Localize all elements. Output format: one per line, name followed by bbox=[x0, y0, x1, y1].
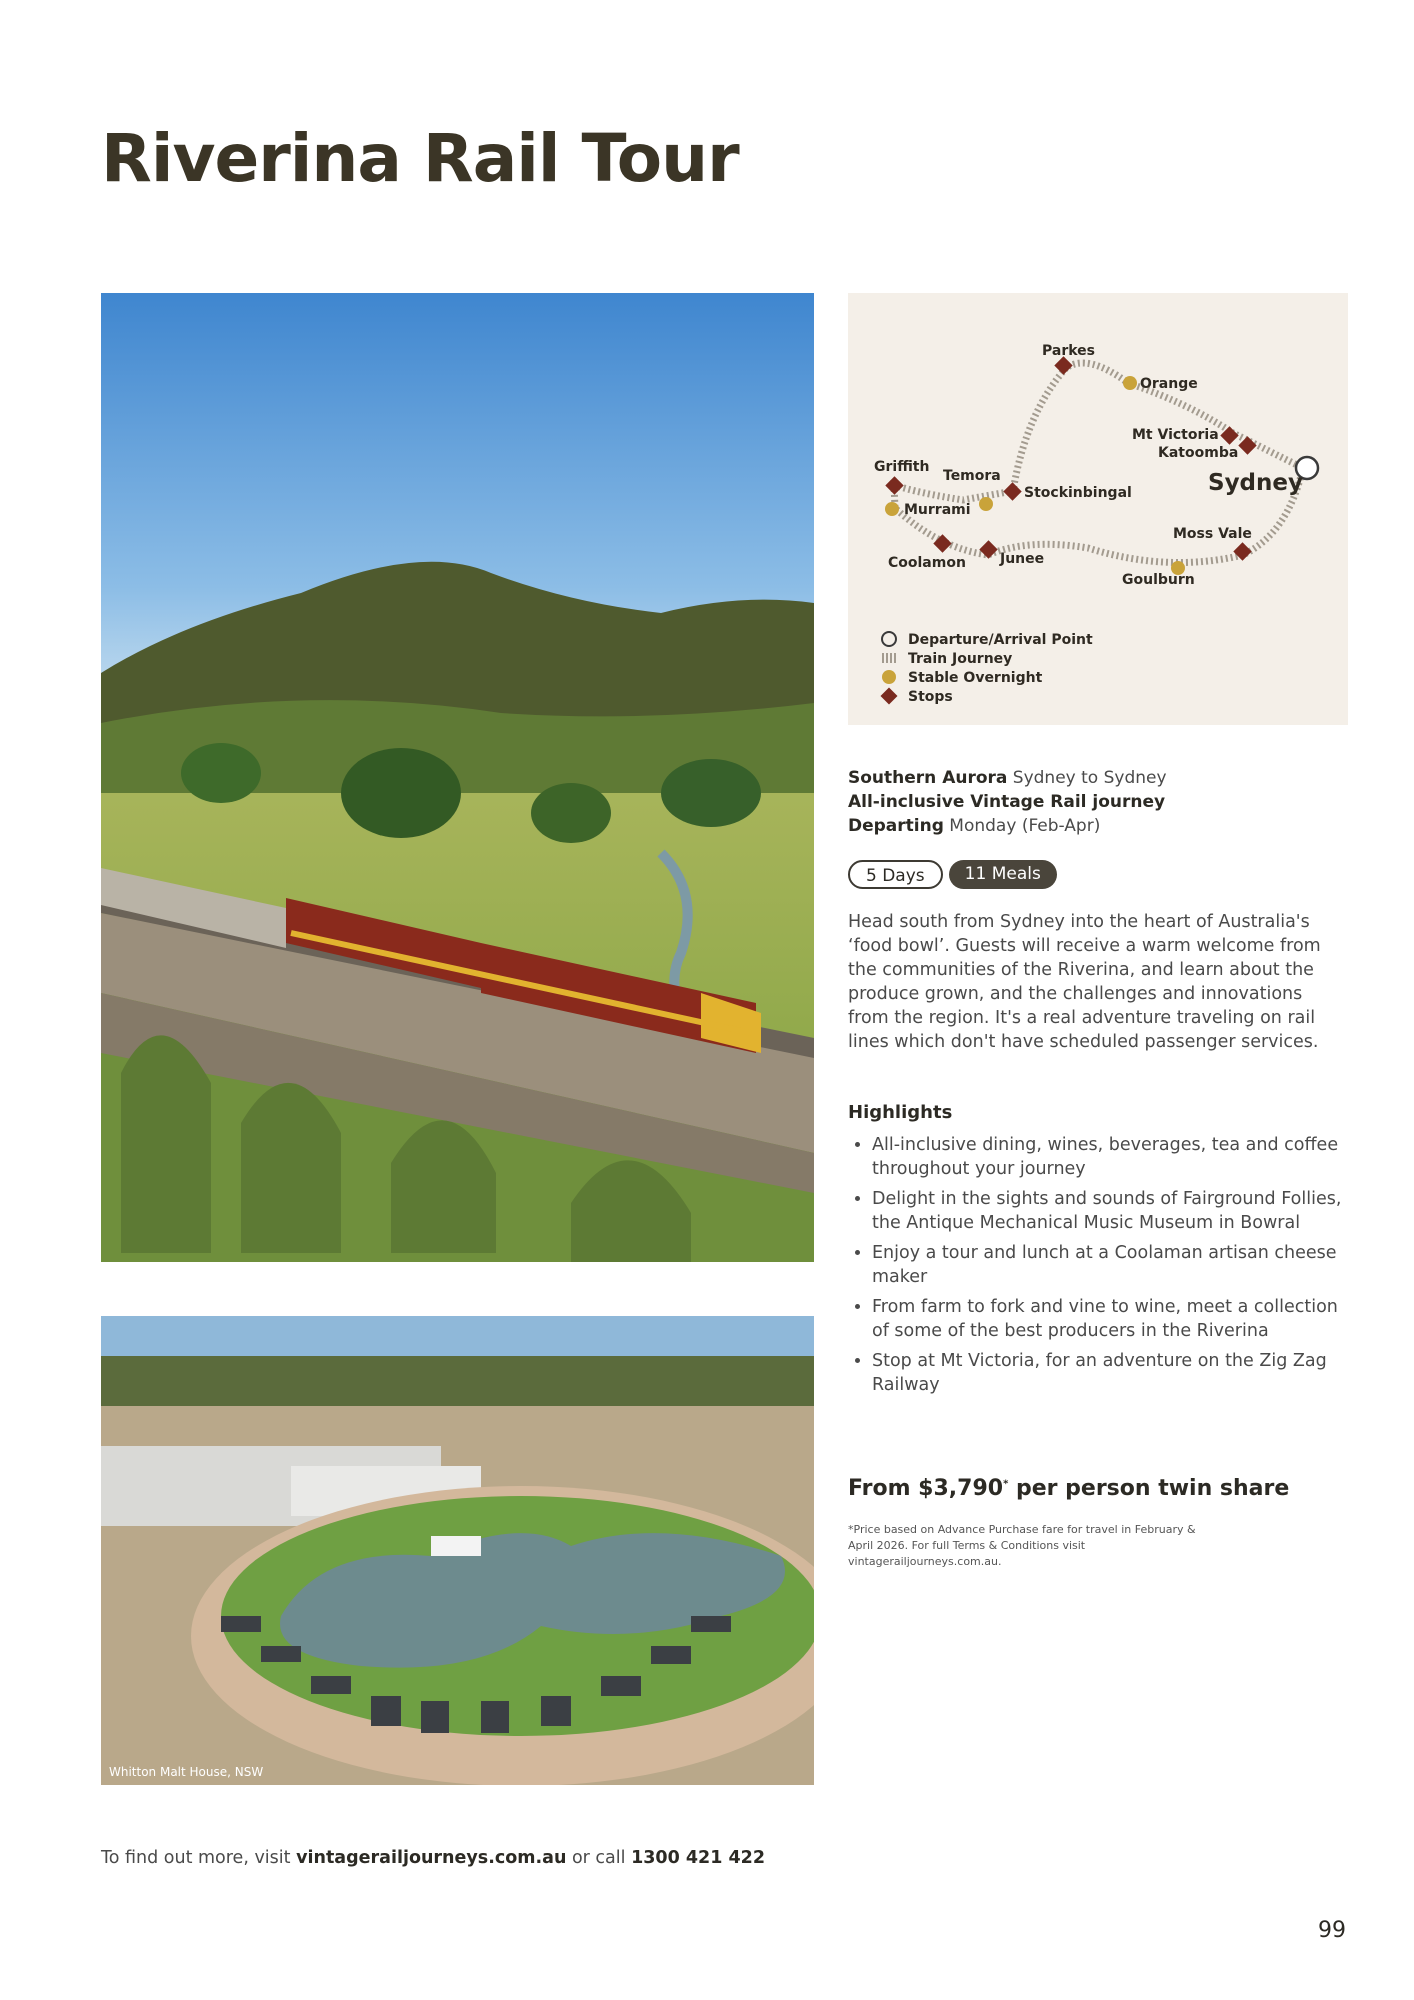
legend-overnight-icon bbox=[882, 670, 896, 684]
stop-stockinbingal-marker bbox=[1003, 482, 1021, 500]
train-label: Southern Aurora bbox=[848, 768, 1008, 788]
price-asterisk: * bbox=[1003, 1478, 1009, 1490]
highlight-item: • Delight in the sights and sounds of Fairground Follies, the Antique Mechanical Music Museum in Bowral bbox=[872, 1187, 1342, 1235]
legend-stops-icon bbox=[881, 688, 898, 705]
fine-print: *Price based on Advance Purchase fare for travel in February & April 2026. For full Terms & Conditions visit vintagerailjourneys.com.au. bbox=[848, 1523, 1196, 1568]
stop-parkes-marker bbox=[1054, 356, 1072, 374]
map-legend bbox=[881, 632, 1093, 705]
price-value: From $3,790 bbox=[848, 1476, 1004, 1501]
highlights-list bbox=[848, 1133, 1342, 1403]
departing-label: Departing bbox=[848, 816, 944, 836]
tour-badges bbox=[848, 860, 1057, 889]
departing-line bbox=[848, 816, 1100, 836]
footer-prefix: To find out more, visit bbox=[101, 1848, 297, 1868]
inclusive-label: All-inclusive Vintage Rail journey bbox=[848, 792, 1166, 812]
overnight-temora-marker bbox=[979, 497, 993, 511]
label-temora: Temora bbox=[943, 468, 1001, 484]
website-link[interactable]: vintagerailjourneys.com.au bbox=[296, 1848, 567, 1868]
price-line bbox=[848, 1476, 1289, 1501]
stop-coolamon-marker bbox=[933, 534, 951, 552]
highlights-heading: Highlights bbox=[848, 1102, 953, 1123]
highlight-item: • Enjoy a tour and lunch at a Coolaman artisan cheese maker bbox=[872, 1241, 1342, 1289]
label-junee: Junee bbox=[1000, 551, 1045, 567]
stop-griffith-marker bbox=[885, 476, 903, 494]
highlight-item: • Stop at Mt Victoria, for an adventure on the Zig Zag Railway bbox=[872, 1349, 1342, 1397]
label-moss-vale: Moss Vale bbox=[1173, 526, 1252, 542]
label-katoomba: Katoomba bbox=[1158, 445, 1239, 461]
label-goulburn: Goulburn bbox=[1122, 572, 1195, 588]
inclusive-line bbox=[848, 792, 1165, 812]
days-badge: 5 Days bbox=[848, 860, 943, 889]
page-number: 99 bbox=[1318, 1918, 1346, 1943]
label-coolamon: Coolamon bbox=[888, 555, 966, 571]
malt-house-photo bbox=[101, 1316, 814, 1785]
footer-contact bbox=[101, 1848, 765, 1868]
label-sydney: Sydney bbox=[1208, 470, 1303, 496]
label-orange: Orange bbox=[1140, 376, 1198, 392]
highlight-item: • From farm to fork and vine to wine, meet a collection of some of the best producers in the Riverina bbox=[872, 1295, 1342, 1343]
departing-value: Monday (Feb-Apr) bbox=[949, 816, 1101, 836]
legend-stops-label: Stops bbox=[908, 689, 953, 705]
overnight-orange-marker bbox=[1123, 376, 1137, 390]
footer-middle: or call bbox=[566, 1848, 632, 1868]
label-stockinbingal: Stockinbingal bbox=[1024, 485, 1132, 501]
label-griffith: Griffith bbox=[874, 459, 930, 475]
legend-train-label: Train Journey bbox=[908, 651, 1013, 667]
page-title: Riverina Rail Tour bbox=[101, 120, 739, 197]
price-suffix: per person twin share bbox=[1008, 1476, 1290, 1501]
photo-caption: Whitton Malt House, NSW bbox=[109, 1765, 264, 1779]
label-mt-victoria: Mt Victoria bbox=[1132, 427, 1219, 443]
train-value: Sydney to Sydney bbox=[1012, 768, 1167, 788]
phone-number[interactable]: 1300 421 422 bbox=[631, 1848, 766, 1868]
label-murrami: Murrami bbox=[904, 502, 971, 518]
route-map bbox=[848, 293, 1348, 725]
tour-description: Head south from Sydney into the heart of Australia's ‘food bowl’. Guests will receive a warm welcome from the communities of the Riverina, and learn about the produce grown, and the challenges and innovations from the region. It's a real adventure traveling on rail lines which don't have scheduled passenger services. bbox=[848, 912, 1321, 1052]
legend-train-icon bbox=[882, 653, 896, 663]
legend-departure-label: Departure/Arrival Point bbox=[908, 632, 1093, 648]
train-viaduct-photo bbox=[101, 293, 814, 1262]
label-parkes: Parkes bbox=[1042, 343, 1095, 359]
legend-overnight-label: Stable Overnight bbox=[908, 670, 1043, 686]
overnight-murrami-marker bbox=[885, 502, 899, 516]
legend-departure-icon bbox=[882, 632, 896, 646]
highlight-item: • All-inclusive dining, wines, beverages, tea and coffee throughout your journey bbox=[872, 1133, 1342, 1181]
train-line bbox=[848, 768, 1167, 788]
meals-badge: 11 Meals bbox=[949, 860, 1057, 889]
